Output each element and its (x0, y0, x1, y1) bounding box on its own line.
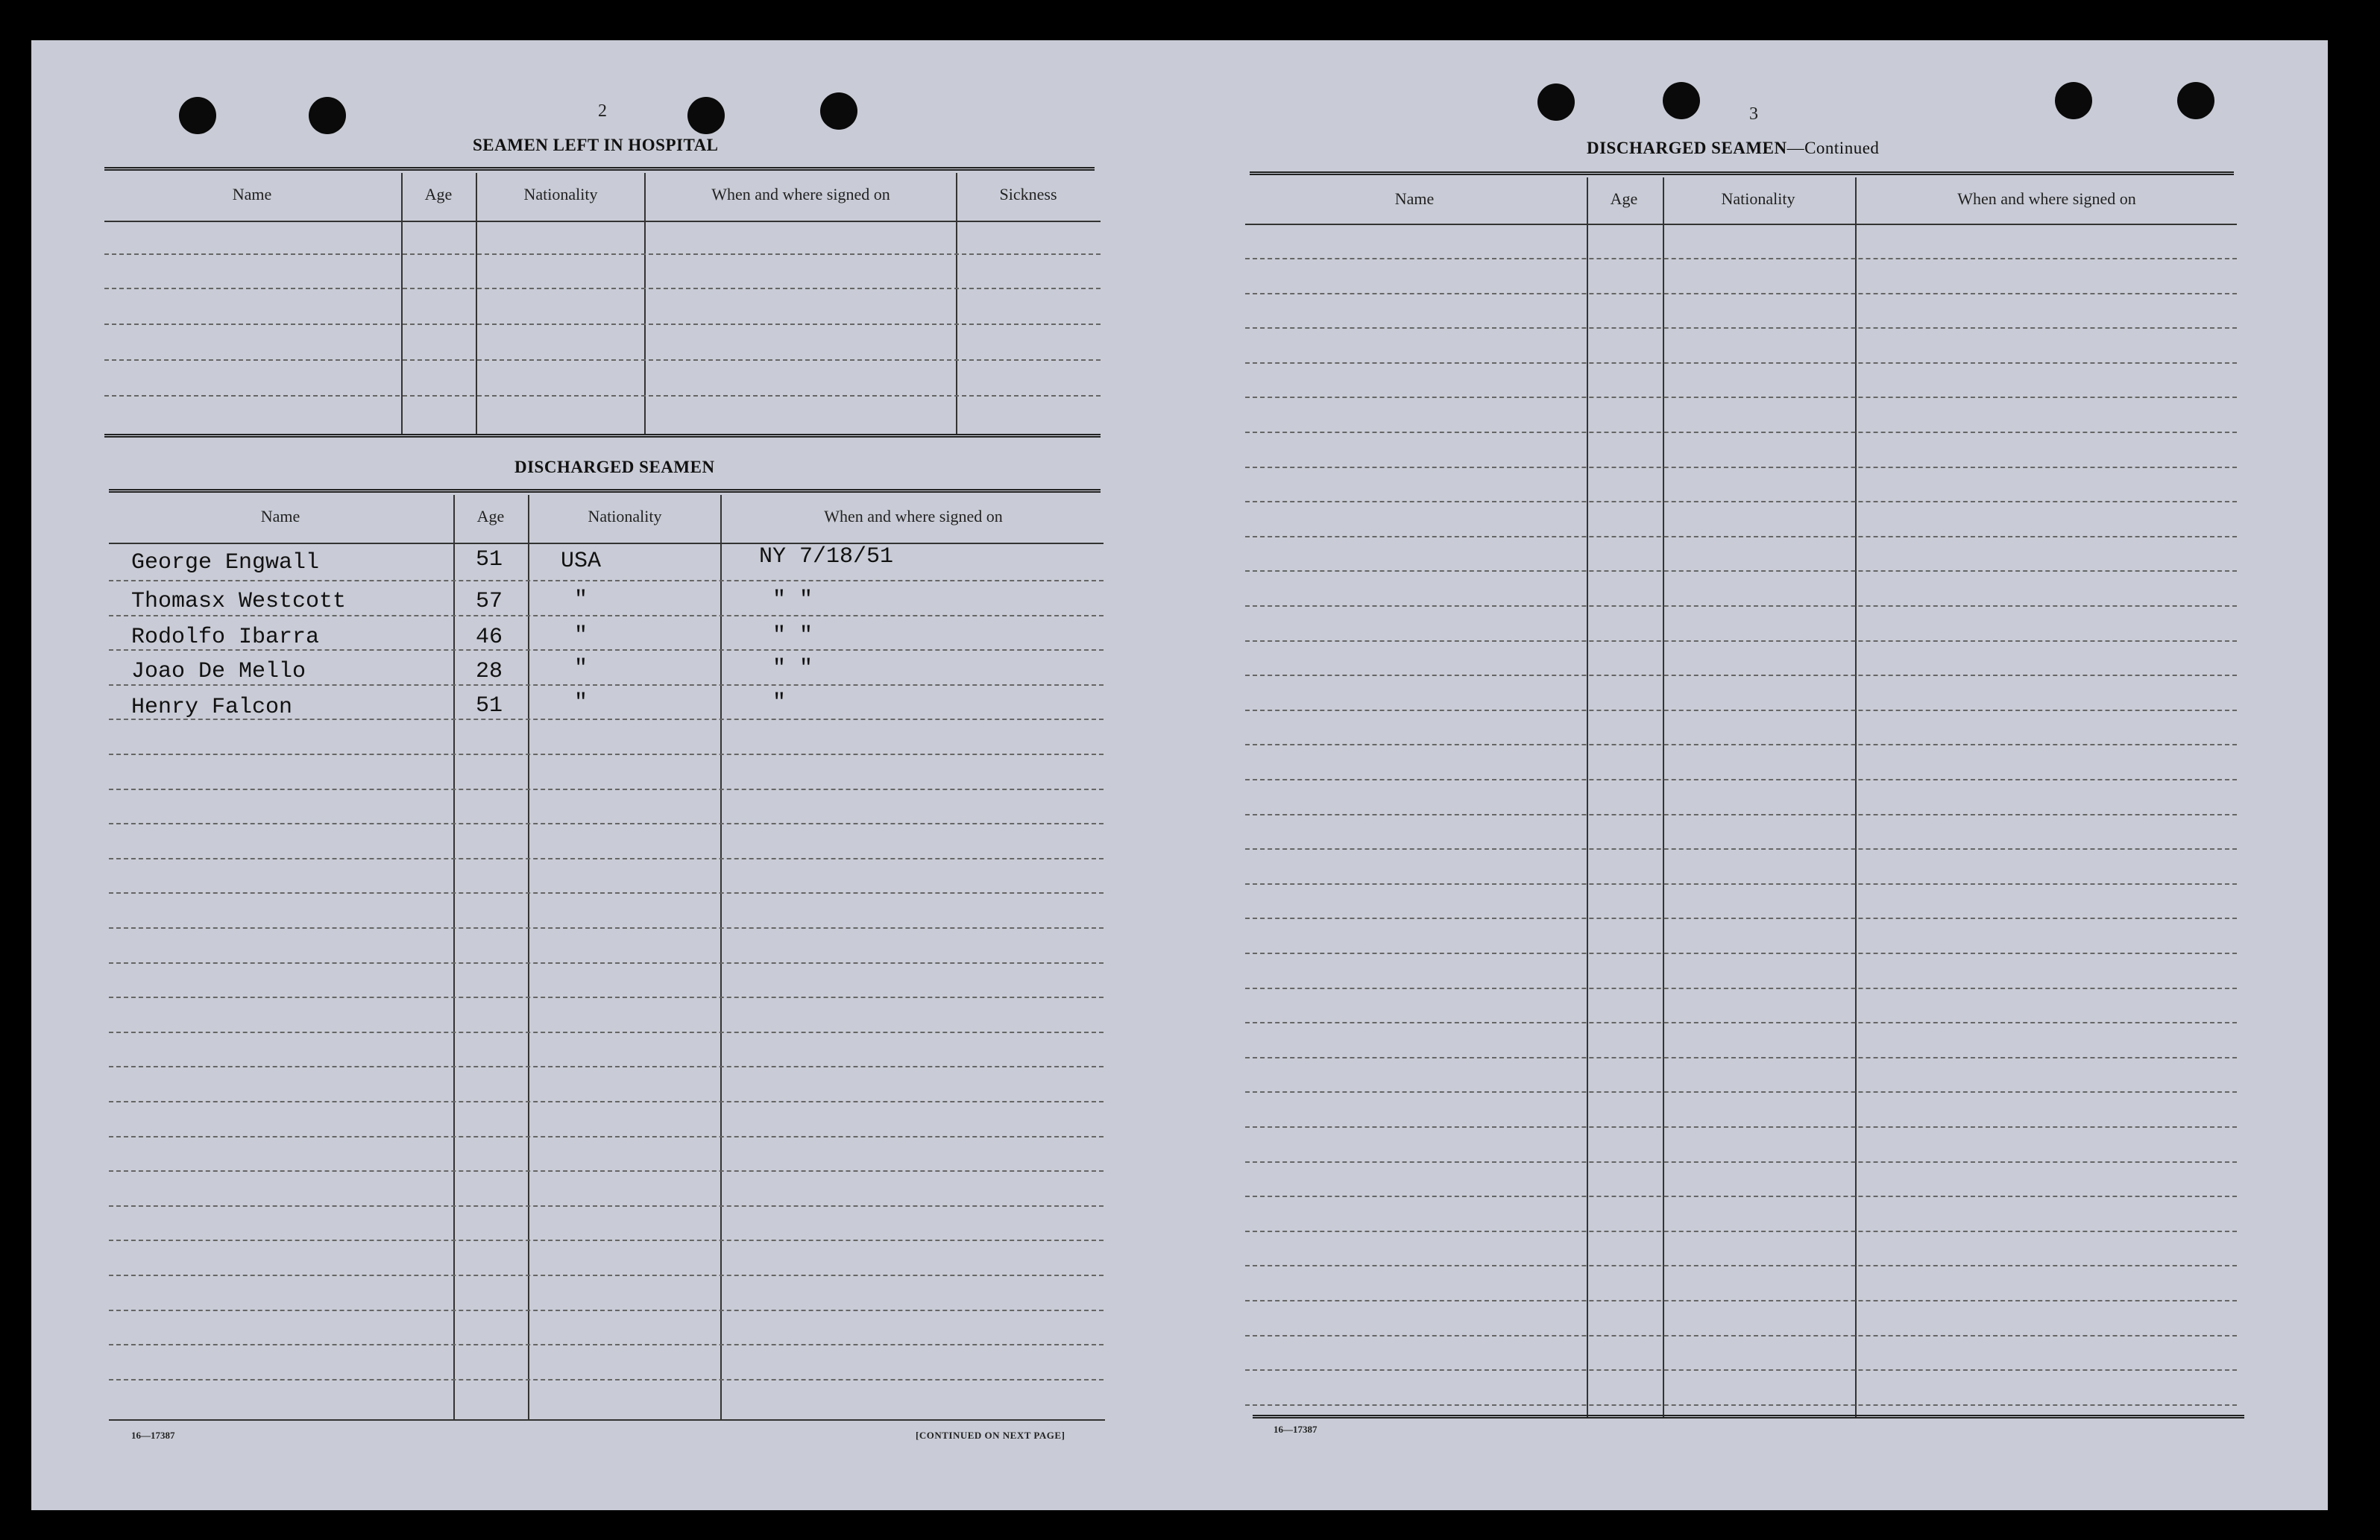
seaman-nationality: " (574, 656, 588, 681)
column-header-name: Name (1394, 189, 1435, 208)
seaman-nationality: USA (561, 549, 602, 574)
row-line (109, 754, 1104, 755)
hospital-row-line (104, 395, 1101, 397)
punch-hole (1537, 83, 1575, 121)
discharged-column-divider (720, 495, 722, 1419)
hospital-row-line (104, 359, 1101, 361)
row-line (1245, 605, 2237, 607)
punch-hole (2055, 82, 2092, 119)
punch-hole (179, 97, 216, 134)
punch-hole (309, 97, 346, 134)
row-line (1245, 1057, 2237, 1058)
column-header-name: Name (260, 507, 300, 526)
form-number: 16—17387 (131, 1430, 175, 1441)
column-header-signed-on: When and where signed on (824, 507, 1003, 526)
punch-hole (1663, 82, 1700, 119)
seaman-nationality: " (574, 623, 588, 648)
column-header-signed-on: When and where signed on (711, 185, 890, 203)
row-line (1245, 1335, 2237, 1337)
row-line (109, 1066, 1104, 1067)
discharged-column-divider (453, 495, 455, 1419)
row-line (1245, 883, 2237, 885)
row-line (1245, 1265, 2237, 1266)
row-line (1245, 1300, 2237, 1301)
row-line (109, 1170, 1104, 1172)
row-line (1245, 467, 2237, 468)
row-line (1245, 640, 2237, 642)
seaman-signed-on: " " (772, 656, 813, 681)
row-line (1245, 953, 2237, 954)
row-line (1245, 432, 2237, 433)
row-line (1245, 293, 2237, 294)
row-line (1245, 675, 2237, 676)
seaman-name: George Engwall (131, 550, 320, 575)
column-header-nationality: Nationality (1721, 189, 1795, 208)
row-line (1245, 848, 2237, 850)
column-header-name: Name (232, 185, 272, 203)
seaman-signed-on: " (772, 690, 787, 716)
row-line (109, 1310, 1104, 1311)
seaman-age: 28 (476, 659, 503, 684)
hospital-row-line (104, 324, 1101, 325)
title-main: DISCHARGED SEAMEN (1587, 139, 1787, 157)
seaman-age: 51 (476, 693, 503, 719)
row-line (109, 858, 1104, 859)
row-line (109, 1344, 1104, 1345)
right-table-top-rule (1250, 171, 2234, 175)
row-line (109, 1101, 1104, 1102)
row-line (109, 997, 1104, 998)
row-line (109, 684, 1104, 686)
row-line (109, 789, 1104, 790)
column-header-nationality: Nationality (523, 185, 598, 203)
row-line (1245, 570, 2237, 572)
row-line (109, 1205, 1104, 1207)
seaman-age: 57 (476, 589, 503, 614)
row-line (1245, 918, 2237, 919)
row-line (109, 1240, 1104, 1241)
row-line (109, 1379, 1104, 1380)
title-suffix: —Continued (1786, 139, 1880, 157)
seaman-nationality: " (574, 690, 588, 716)
seaman-age: 46 (476, 625, 503, 650)
continued-note: [CONTINUED ON NEXT PAGE] (916, 1430, 1065, 1441)
row-line (109, 962, 1104, 964)
page-number: 3 (1749, 104, 1758, 124)
discharged-table-top-rule (109, 489, 1101, 493)
column-header-sickness: Sickness (999, 185, 1057, 203)
row-line (1245, 1369, 2237, 1371)
hospital-table-top-rule (104, 167, 1095, 171)
right-table-bottom-rule (1253, 1415, 2244, 1418)
row-line (109, 1275, 1104, 1276)
seaman-name: Rodolfo Ibarra (131, 625, 320, 650)
document-page-spread (31, 40, 2328, 1510)
row-line (1245, 1231, 2237, 1232)
seaman-name: Joao De Mello (131, 659, 306, 684)
row-line (1245, 988, 2237, 989)
column-header-nationality: Nationality (588, 507, 662, 526)
hospital-header-rule (104, 221, 1101, 222)
row-line (109, 892, 1104, 894)
hospital-row-line (104, 253, 1101, 255)
row-line (109, 1032, 1104, 1033)
row-line (109, 580, 1104, 581)
row-line (109, 615, 1104, 616)
form-number: 16—17387 (1274, 1424, 1318, 1435)
seaman-signed-on: " " (772, 587, 813, 613)
row-line (1245, 327, 2237, 329)
punch-hole (687, 97, 725, 134)
discharged-table-bottom-rule (109, 1419, 1105, 1421)
seaman-signed-on: NY 7/18/51 (759, 544, 894, 569)
row-line (1245, 501, 2237, 502)
row-line (109, 1136, 1104, 1137)
row-line (1245, 1196, 2237, 1197)
row-line (1245, 1126, 2237, 1128)
row-line (1245, 1091, 2237, 1093)
discharged-continued-title (1587, 139, 1879, 158)
punch-hole (820, 92, 857, 130)
column-header-age: Age (424, 185, 453, 203)
column-header-signed-on: When and where signed on (1957, 189, 2136, 208)
page-number: 2 (598, 101, 607, 121)
seaman-name: Henry Falcon (131, 695, 293, 720)
row-line (1245, 779, 2237, 780)
row-line (1245, 744, 2237, 745)
discharged-header-rule (109, 543, 1104, 544)
row-line (1245, 1404, 2237, 1406)
row-line (1245, 258, 2237, 259)
column-header-age: Age (1610, 189, 1638, 208)
right-header-rule (1245, 224, 2237, 225)
row-line (1245, 814, 2237, 815)
row-line (109, 823, 1104, 824)
seaman-nationality: " (574, 587, 588, 613)
row-line (109, 927, 1104, 929)
seaman-name: Thomasx Westcott (131, 589, 347, 614)
hospital-section-title: SEAMEN LEFT IN HOSPITAL (473, 136, 719, 154)
column-header-age: Age (476, 507, 505, 526)
row-line (1245, 710, 2237, 711)
discharged-column-divider (528, 495, 529, 1419)
discharged-section-title: DISCHARGED SEAMEN (514, 458, 715, 476)
row-line (1245, 397, 2237, 398)
row-line (1245, 1161, 2237, 1163)
seaman-age: 51 (476, 547, 503, 572)
hospital-table-bottom-rule (104, 434, 1101, 438)
row-line (1245, 1022, 2237, 1023)
row-line (1245, 362, 2237, 364)
seaman-signed-on: " " (772, 623, 813, 648)
punch-hole (2177, 82, 2214, 119)
row-line (1245, 536, 2237, 537)
hospital-row-line (104, 288, 1101, 289)
